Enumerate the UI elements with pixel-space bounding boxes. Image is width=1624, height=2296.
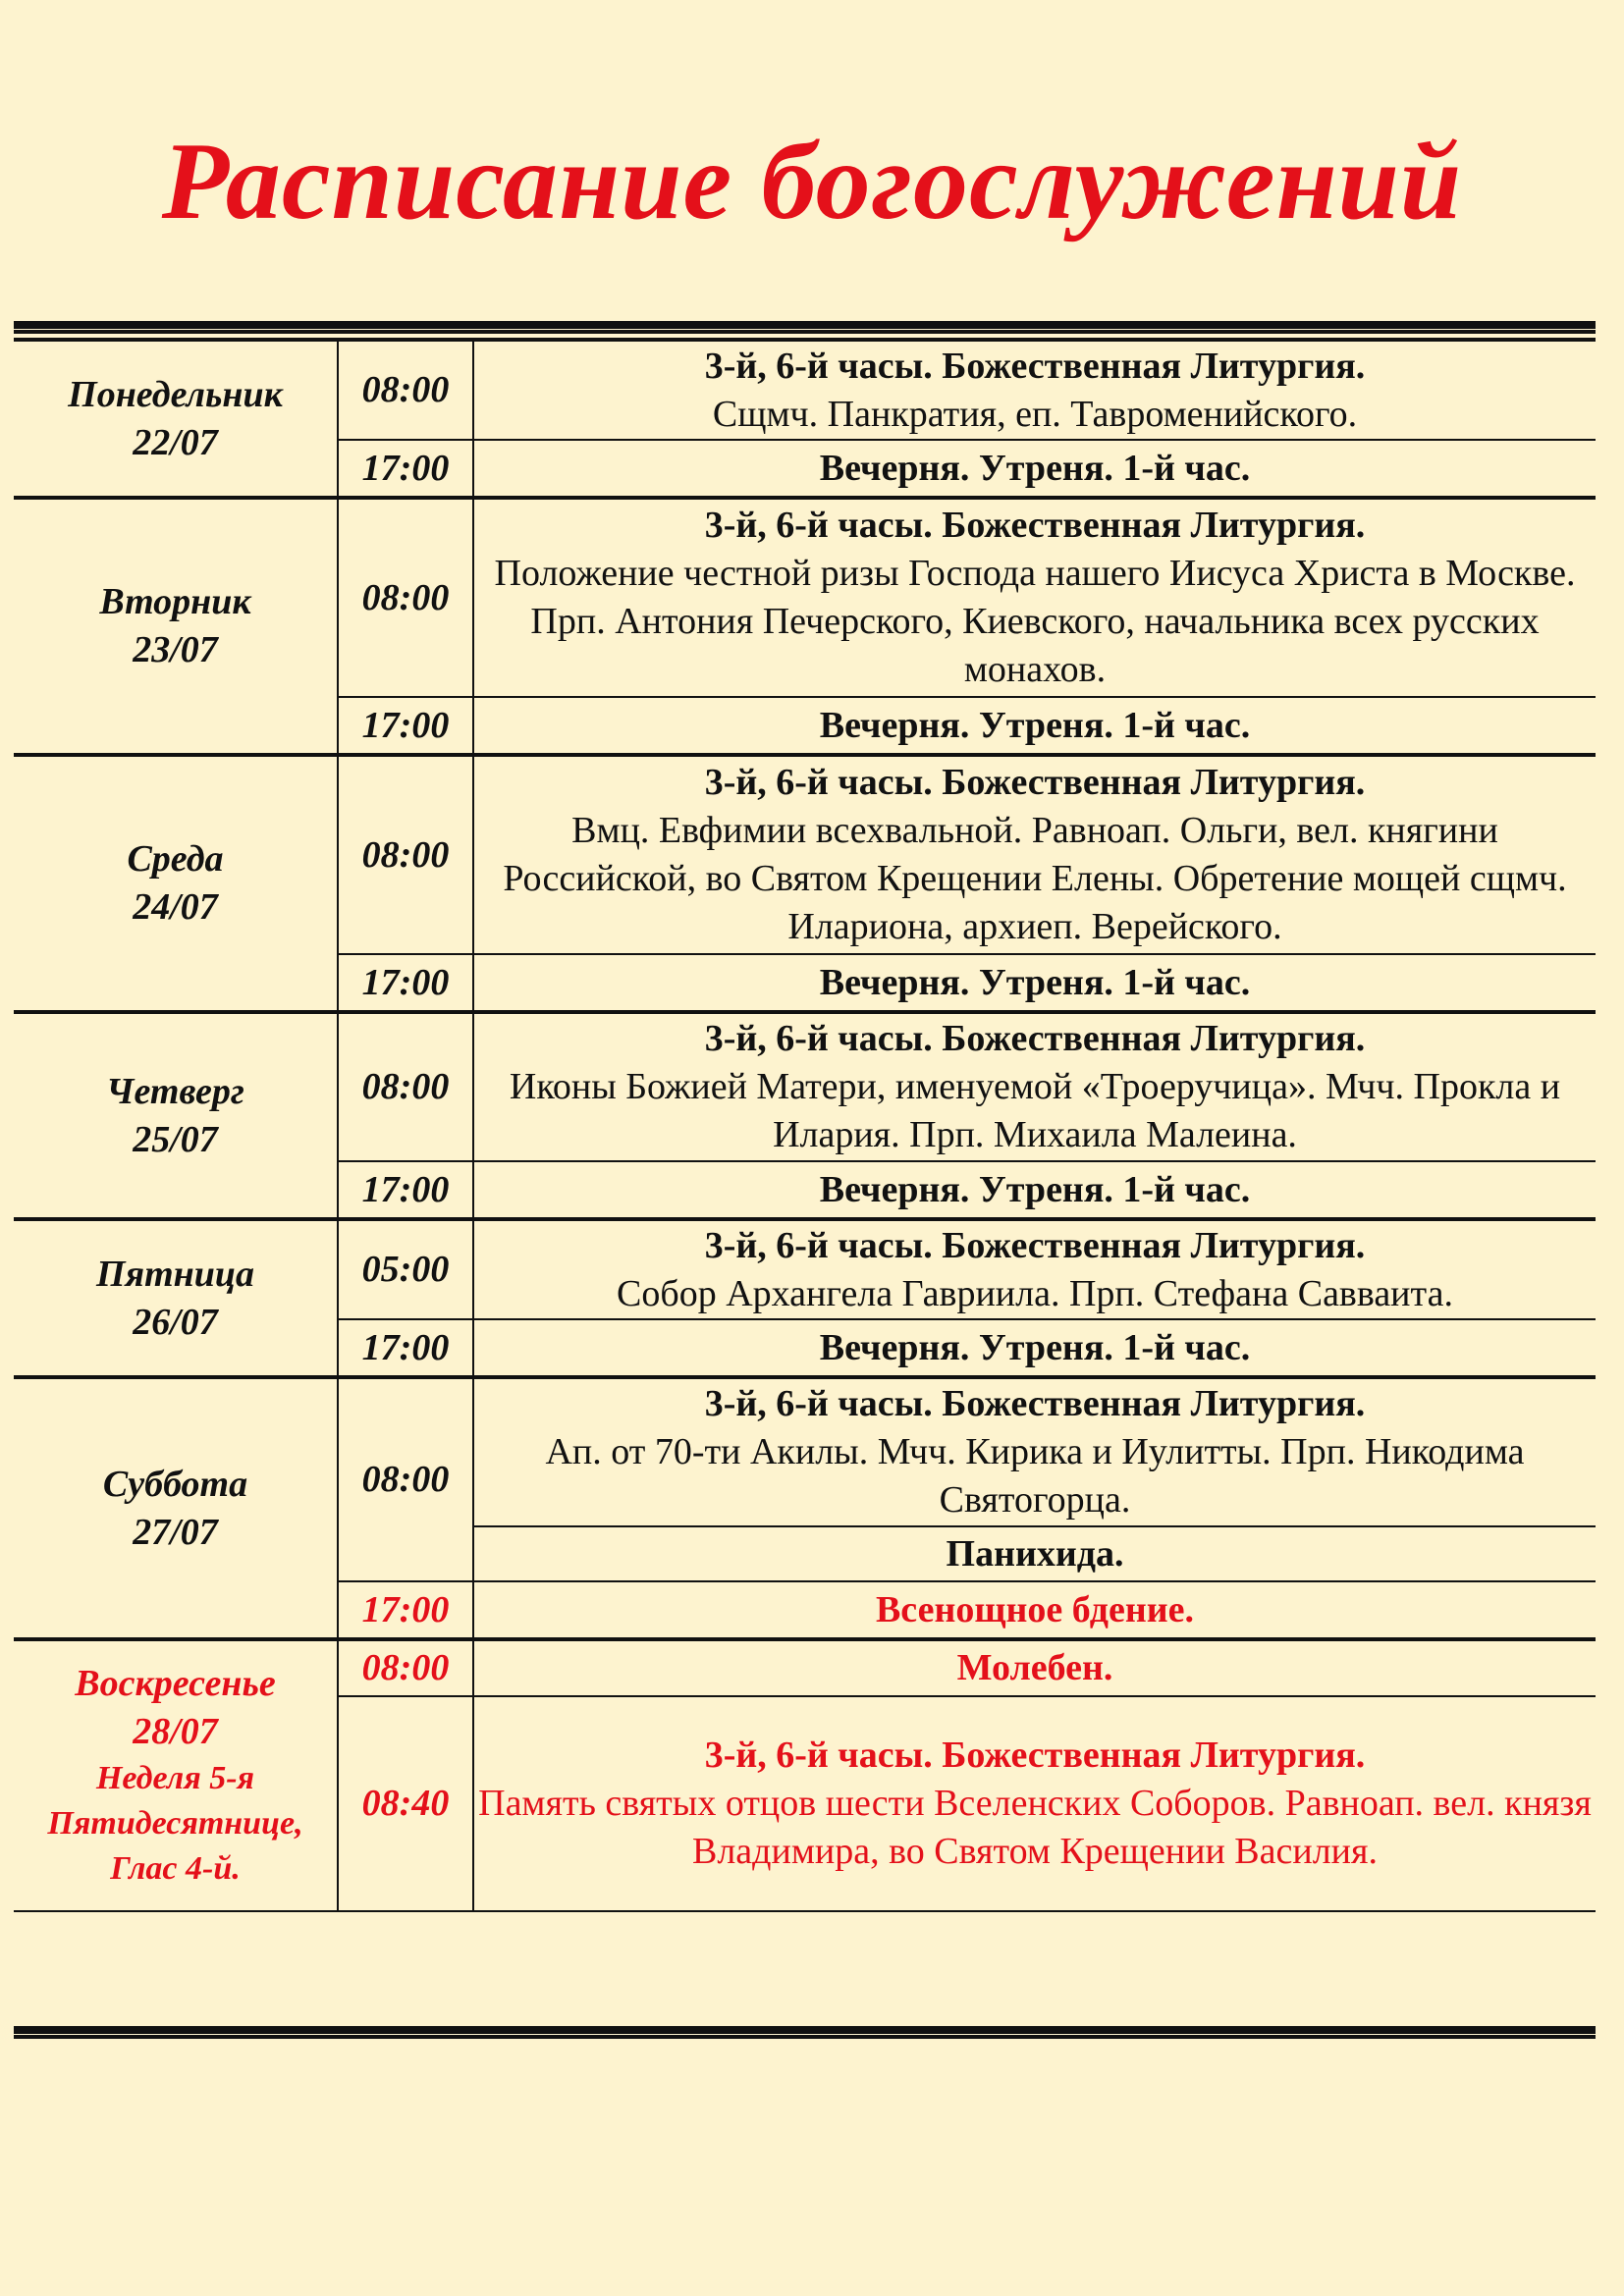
service-time: 17:00 [338,1161,473,1219]
service-description [473,498,1596,697]
service-title: 3-й, 6-й часы. Божественная Литургия. [704,1224,1366,1266]
service-description [473,440,1596,498]
service-description [473,1161,1596,1219]
service-title: 3-й, 6-й часы. Божественная Литургия. [704,1383,1366,1424]
schedule-row [14,755,1596,954]
commemoration: Положение честной ризы Господа нашего Иисуса Христа в Москве. Прп. Антония Печерского, Киевского, начальника всех русских монахов. [494,553,1576,690]
day-name: Понедельник [68,373,283,415]
day-date: 27/07 [133,1511,218,1553]
day-name: Пятница [95,1253,255,1295]
service-time: 08:00 [338,340,473,440]
schedule-row [14,1012,1596,1161]
service-title: 3-й, 6-й часы. Божественная Литургия. [704,762,1366,803]
schedule-table [14,338,1596,1912]
day-cell [14,755,338,1012]
service-description [473,1319,1596,1377]
service-description [473,1526,1596,1581]
service-title: Вечерня. Утреня. 1-й час. [819,1326,1251,1368]
schedule-row [14,1639,1596,1696]
day-date: 24/07 [133,886,218,928]
day-name: Суббота [102,1463,248,1505]
bottom-double-rule [14,2026,1596,2039]
service-time: 08:00 [338,1639,473,1696]
service-title: 3-й, 6-й часы. Божественная Литургия. [704,505,1366,546]
service-time: 17:00 [338,1319,473,1377]
day-name: Вторник [99,581,251,622]
commemoration: Ап. от 70-ти Акилы. Мчч. Кирика и Иулитты. Прп. Никодима Святогорца. [545,1431,1525,1521]
service-time: 17:00 [338,440,473,498]
commemoration: Иконы Божией Матери, именуемой «Троеручица». Мчч. Прокла и Илария. Прп. Михаила Малеина. [509,1066,1561,1155]
day-cell [14,340,338,498]
service-description [473,1581,1596,1639]
service-description [473,755,1596,954]
schedule-row [14,1219,1596,1319]
service-time: 08:00 [338,498,473,697]
service-description [473,954,1596,1012]
service-time: 08:00 [338,755,473,954]
schedule-row [14,340,1596,440]
service-description [473,340,1596,440]
service-title: 3-й, 6-й часы. Божественная Литургия. [704,1735,1366,1776]
top-double-rule [14,321,1596,334]
service-description [473,697,1596,755]
day-note: Неделя 5-я Пятидесятнице, Глас 4-й. [47,1760,303,1887]
service-description [473,1219,1596,1319]
service-title: Всенощное бдение. [875,1588,1195,1630]
service-time: 08:40 [338,1696,473,1911]
day-name: Воскресенье [75,1663,276,1704]
service-title: Вечерня. Утреня. 1-й час. [819,704,1251,746]
day-date: 28/07 [133,1711,218,1752]
day-cell [14,1012,338,1219]
service-title: Вечерня. Утреня. 1-й час. [819,1168,1251,1210]
service-title: Вечерня. Утреня. 1-й час. [819,961,1251,1003]
page-title: Расписание богослужений [161,121,1463,242]
service-description [473,1012,1596,1161]
service-title: 3-й, 6-й часы. Божественная Литургия. [704,1018,1366,1059]
day-cell [14,1377,338,1639]
commemoration: Вмц. Евфимии всехвальной. Равноап. Ольги, вел. княгини Российской, во Святом Крещении Елены. Обретение мощей сщмч. Илариона, архиеп. Верейского. [503,810,1567,947]
service-time: 17:00 [338,1581,473,1639]
service-time: 17:00 [338,954,473,1012]
service-time: 08:00 [338,1012,473,1161]
schedule-row [14,498,1596,697]
day-date: 23/07 [133,629,218,670]
service-title: 3-й, 6-й часы. Божественная Литургия. [704,345,1366,387]
service-title-extra: Панихида. [946,1532,1124,1575]
day-date: 25/07 [133,1118,218,1160]
day-cell [14,498,338,755]
commemoration: Память святых отцов шести Вселенских Соборов. Равноап. вел. князя Владимира, во Святом Крещении Василия. [478,1783,1592,1872]
commemoration: Собор Архангела Гавриила. Прп. Стефана Савваита. [617,1272,1453,1314]
day-date: 22/07 [133,421,218,463]
day-date: 26/07 [133,1301,218,1343]
service-time: 08:00 [338,1377,473,1581]
schedule-row [14,1377,1596,1526]
day-name: Среда [127,838,224,880]
service-time: 17:00 [338,697,473,755]
service-description [473,1639,1596,1696]
day-cell [14,1219,338,1377]
day-name: Четверг [106,1070,244,1112]
service-title: Вечерня. Утреня. 1-й час. [819,447,1251,489]
service-description [473,1696,1596,1911]
service-title: Молебен. [956,1647,1113,1688]
service-time: 05:00 [338,1219,473,1319]
commemoration: Сщмч. Панкратия, еп. Тавроменийского. [712,393,1358,435]
service-description [473,1377,1596,1526]
day-cell [14,1639,338,1911]
